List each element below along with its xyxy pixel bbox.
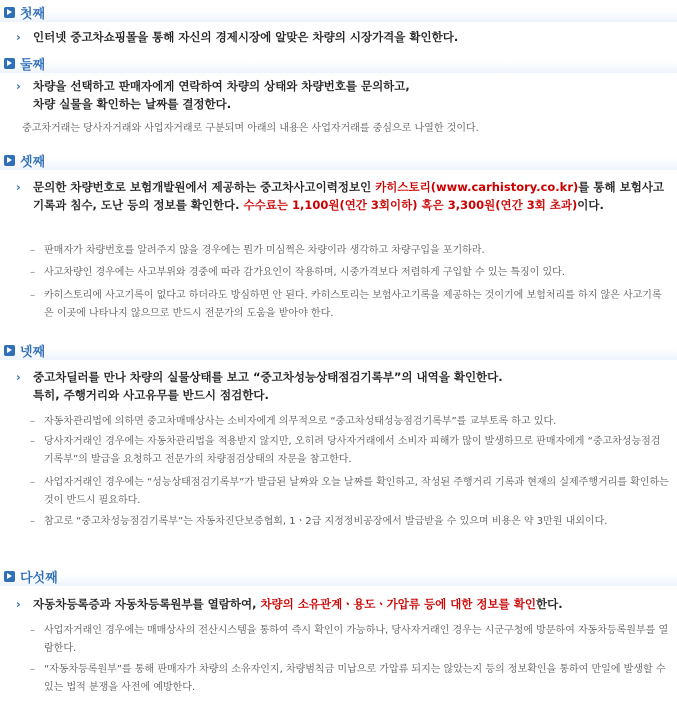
section-header-3 xyxy=(0,150,677,170)
list-item xyxy=(30,413,670,431)
section-4-main-line1: 중고차딜러를 만나 차량의 실물상태를 보고 “중고차성능상태점검기록부”의 내역을 확인한다. xyxy=(33,370,503,384)
section-3-main-part3: 이다. xyxy=(577,198,604,212)
dash-bullet-icon: – xyxy=(30,267,35,278)
section-5-main-part2: 한다. xyxy=(535,597,563,611)
dash-bullet-icon: – xyxy=(30,625,35,636)
section-bullet-icon xyxy=(4,7,15,18)
section-title-2: 둘째 xyxy=(20,58,46,73)
section-3-main-red1: 카히스토리(www.carhistory.co.kr) xyxy=(375,180,579,194)
list-item xyxy=(30,622,670,658)
section-bullet-icon xyxy=(4,58,15,69)
chevron-right-icon: › xyxy=(16,79,21,93)
list-item-text: 카히스토리에 사고기록이 없다고 하더라도 방심하면 안 된다. 카히스토리는 보험사고기록을 제공하는 것이기에 보험처리를 하지 않은 사고기록은 이곳에 나타나지 않으므로 반드시 전문가의 도움을 받아야 한다. xyxy=(44,290,662,319)
list-item-text: 사고차량인 경우에는 사고부위와 경중에 따라 감가요인이 작용하며, 시중가격보다 저렴하게 구입할 수 있는 특징이 있다. xyxy=(44,267,566,278)
list-item xyxy=(30,513,670,531)
dash-bullet-icon: – xyxy=(30,477,35,488)
chevron-right-icon: › xyxy=(16,597,21,611)
section-1-main xyxy=(16,28,671,46)
section-header-1 xyxy=(0,2,677,22)
section-4-main-line2: 특히, 주행거리와 사고유무를 반드시 점검한다. xyxy=(33,388,269,402)
dash-bullet-icon: – xyxy=(30,664,35,675)
section-1-main-text: 인터넷 중고차쇼핑몰을 통해 자신의 경제시장에 알맞은 차량의 시장가격을 확인한다. xyxy=(33,30,459,44)
section-title-3: 셋째 xyxy=(20,155,46,170)
section-2-note: 중고차거래는 당사자거래와 사업자거래로 구분되며 아래의 내용은 사업자거래를 중심으로 나열한 것이다. xyxy=(22,123,479,134)
list-item-text: 당사자거래인 경우에는 자동차관리법을 적용받지 않지만, 오히려 당사자거래에서 소비자 피해가 많이 발생하므로 판매자에게 “중고차성능점검기록부”의 발급을 요청하고 전문가의 차량점검상태의 자문을 참고한다. xyxy=(44,436,661,465)
section-title-1: 첫째 xyxy=(20,7,46,22)
dash-bullet-icon: – xyxy=(30,516,35,527)
list-item-text: 사업자거래인 경우에는 매매상사의 전산시스템을 통하여 즉시 확인이 가능하나, 당사자거래인 경우는 시군구청에 방문하여 자동차등록원부를 열람한다. xyxy=(44,625,669,654)
chevron-right-icon: › xyxy=(16,370,21,384)
section-bullet-icon xyxy=(4,155,15,166)
section-2-main-line1: 차량을 선택하고 판매자에게 연락하여 차량의 상태와 차량번호를 문의하고, xyxy=(33,79,410,93)
section-3-main-text xyxy=(33,178,671,214)
list-item-text: 자동차관리법에 의하면 중고차매매상사는 소비자에게 의무적으로 “중고차성태성능점검기록부”를 교부토록 하고 있다. xyxy=(44,416,557,427)
section-header-5 xyxy=(0,566,677,586)
section-3-main xyxy=(16,178,671,214)
dash-bullet-icon: – xyxy=(30,436,35,447)
list-item xyxy=(30,661,670,697)
list-item xyxy=(30,433,670,469)
list-item xyxy=(30,264,670,282)
list-item xyxy=(30,474,670,510)
section-5-main-text xyxy=(33,595,671,613)
chevron-right-icon: › xyxy=(16,30,21,44)
list-item-text: 사업자거래인 경우에는 “성능상태점검기록부”가 발급된 날짜와 오늘 날짜를 확인하고, 작성된 주행거리 기록과 현재의 실제주행거리를 확인하는 것이 반드시 필요하다. xyxy=(44,477,669,506)
section-2-main xyxy=(16,77,671,113)
section-5-main-red1: 차량의 소유관계ㆍ용도ㆍ가압류 등에 대한 정보를 확인 xyxy=(260,597,536,611)
chevron-right-icon: › xyxy=(16,180,21,194)
section-3-main-red2: 수수료는 1,100원(연간 3회이하) 혹은 3,300원(연간 3회 초과) xyxy=(243,198,578,212)
list-item-text: 참고로 “중고차성능점검기록부”는 자동차진단보증협회, 1ㆍ2급 지정정비공장에서 발급받을 수 있으며 비용은 약 3만원 내외이다. xyxy=(44,516,608,527)
section-5-main-part1: 자동차등록증과 자동차등록원부를 열람하여, xyxy=(33,597,261,611)
section-5-main xyxy=(16,595,671,613)
dash-bullet-icon: – xyxy=(30,290,35,301)
list-item xyxy=(30,242,670,260)
section-bullet-icon xyxy=(4,345,15,356)
section-header-2 xyxy=(0,53,677,73)
section-3-main-part1: 문의한 차량번호로 보험개발원에서 제공하는 중고차사고이력정보인 xyxy=(33,180,376,194)
section-bullet-icon xyxy=(4,571,15,582)
section-4-main xyxy=(16,368,671,404)
section-title-5: 다섯째 xyxy=(20,571,58,586)
section-header-4 xyxy=(0,340,677,360)
list-item xyxy=(30,287,670,323)
list-item-text: “자동차등록원부”를 통해 판매자가 차량의 소유자인지, 차량범칙금 미납으로 가압류 되지는 않았는지 등의 정보확인을 통하여 만일에 발생할 수 있는 법적 분쟁을 사전에 예방한다. xyxy=(44,664,666,693)
section-3-main-part2: 를 통해 보험사고기록과 침수, 도난 등의 정보를 확인한다. xyxy=(33,180,665,212)
section-2-main-line2: 차량 실물을 확인하는 날짜를 결정한다. xyxy=(33,97,232,111)
section-title-4: 넷째 xyxy=(20,345,46,360)
dash-bullet-icon: – xyxy=(30,245,35,256)
dash-bullet-icon: – xyxy=(30,416,35,427)
list-item-text: 판매자가 차량번호를 알려주지 않을 경우에는 뭔가 미심쩍은 차량이라 생각하고 차량구입을 포기하라. xyxy=(44,245,485,256)
